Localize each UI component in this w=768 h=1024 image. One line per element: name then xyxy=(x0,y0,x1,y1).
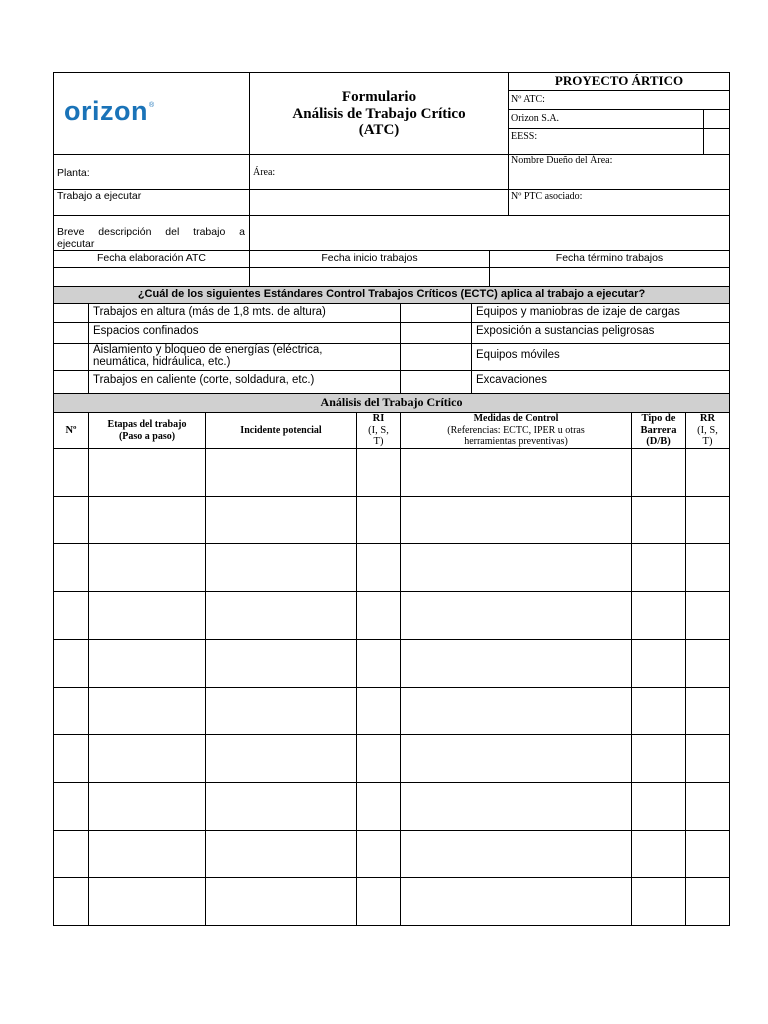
descripcion-input-cell[interactable] xyxy=(249,215,730,251)
analysis-cell-n[interactable] xyxy=(53,448,89,497)
std-check-6[interactable] xyxy=(400,322,472,344)
std-right-label-4: Excavaciones xyxy=(476,374,547,386)
std-check-3[interactable] xyxy=(53,343,89,371)
analysis-cell-incidente[interactable] xyxy=(205,543,357,592)
analysis-cell-medidas[interactable] xyxy=(400,591,632,640)
analysis-cell-barrera[interactable] xyxy=(631,639,686,688)
analysis-cell-incidente[interactable] xyxy=(205,591,357,640)
analysis-cell-barrera[interactable] xyxy=(631,496,686,544)
analysis-cell-medidas[interactable] xyxy=(400,543,632,592)
analysis-title: Análisis del Trabajo Crítico xyxy=(320,395,463,409)
analysis-cell-barrera[interactable] xyxy=(631,543,686,592)
title-line-1: Formulario xyxy=(341,89,417,105)
title-line-2: Análisis de Trabajo Crítico xyxy=(292,105,466,122)
fecha-inicio-input[interactable] xyxy=(249,267,490,287)
area-label: Área: xyxy=(253,167,276,178)
analysis-cell-incidente[interactable] xyxy=(205,496,357,544)
analysis-cell-barrera[interactable] xyxy=(631,877,686,926)
analysis-cell-barrera[interactable] xyxy=(631,782,686,831)
analysis-cell-incidente[interactable] xyxy=(205,734,357,783)
analysis-cell-n[interactable] xyxy=(53,543,89,592)
analysis-cell-incidente[interactable] xyxy=(205,639,357,688)
analysis-cell-barrera[interactable] xyxy=(631,591,686,640)
analysis-cell-rr[interactable] xyxy=(685,877,730,926)
std-left-label-3b: neumática, hidráulica, etc.) xyxy=(93,356,231,368)
analysis-cell-n[interactable] xyxy=(53,496,89,544)
analysis-cell-medidas[interactable] xyxy=(400,782,632,831)
medidas-line-2: (Referencias: ECTC, IPER u otras xyxy=(447,424,585,436)
dueno-area-label: Nombre Dueño del Área: xyxy=(511,155,613,166)
analysis-cell-barrera[interactable] xyxy=(631,734,686,783)
fecha-elaboracion-input[interactable] xyxy=(53,267,250,287)
analysis-cell-medidas[interactable] xyxy=(400,734,632,783)
descripcion-label-line-1: Breve descripción del trabajo a xyxy=(57,226,245,238)
analysis-cell-medidas[interactable] xyxy=(400,639,632,688)
analysis-cell-medidas[interactable] xyxy=(400,687,632,735)
analysis-cell-n[interactable] xyxy=(53,830,89,878)
analysis-cell-medidas[interactable] xyxy=(400,830,632,878)
analysis-cell-rr[interactable] xyxy=(685,448,730,497)
analysis-cell-medidas[interactable] xyxy=(400,496,632,544)
analysis-cell-rr[interactable] xyxy=(685,687,730,735)
analysis-cell-etapas[interactable] xyxy=(88,496,206,544)
analysis-cell-ri[interactable] xyxy=(356,543,401,592)
eess-check-cell[interactable] xyxy=(703,128,730,155)
std-check-8[interactable] xyxy=(400,370,472,394)
col-header-n-label: Nº xyxy=(65,425,77,436)
analysis-cell-ri[interactable] xyxy=(356,877,401,926)
ri-line-3: T) xyxy=(373,436,384,447)
std-check-7[interactable] xyxy=(400,343,472,371)
medidas-line-3: herramientas preventivas) xyxy=(464,436,568,447)
logo-text: orizon xyxy=(64,96,148,126)
analysis-cell-rr[interactable] xyxy=(685,830,730,878)
std-right-label-2: Exposición a sustancias peligrosas xyxy=(476,325,655,337)
analysis-cell-etapas[interactable] xyxy=(88,734,206,783)
eess-cell xyxy=(508,128,704,155)
analysis-cell-barrera[interactable] xyxy=(631,687,686,735)
col-header-medidas-label xyxy=(400,413,632,448)
analysis-cell-barrera[interactable] xyxy=(631,830,686,878)
project-name: PROYECTO ÁRTICO xyxy=(554,73,684,88)
analysis-cell-rr[interactable] xyxy=(685,782,730,831)
std-left-label-1: Trabajos en altura (más de 1,8 mts. de altura) xyxy=(93,306,326,318)
fecha-elaboracion-label: Fecha elaboración ATC xyxy=(97,252,206,264)
analysis-cell-ri[interactable] xyxy=(356,496,401,544)
eess-label: EESS: xyxy=(511,131,538,142)
barrera-line-3: (D/B) xyxy=(646,436,671,447)
analysis-cell-etapas[interactable] xyxy=(88,543,206,592)
analysis-cell-medidas[interactable] xyxy=(400,877,632,926)
descripcion-label-line-2: ejecutar xyxy=(57,238,95,250)
trabajo-input-cell[interactable] xyxy=(249,189,509,216)
analysis-cell-n[interactable] xyxy=(53,591,89,640)
analysis-cell-medidas[interactable] xyxy=(400,448,632,497)
col-header-ri-label xyxy=(356,413,401,448)
etapas-line-1: Etapas del trabajo xyxy=(107,419,187,430)
analysis-cell-n[interactable] xyxy=(53,687,89,735)
analysis-cell-etapas[interactable] xyxy=(88,448,206,497)
planta-label: Planta: xyxy=(57,167,90,179)
analysis-cell-etapas[interactable] xyxy=(88,639,206,688)
analysis-cell-rr[interactable] xyxy=(685,639,730,688)
ectc-question: ¿Cuál de los siguientes Estándares Control Trabajos Críticos (ECTC) aplica al trabajo a ejecutar? xyxy=(137,288,646,300)
analysis-cell-ri[interactable] xyxy=(356,830,401,878)
trabajo-label: Trabajo a ejecutar xyxy=(57,190,142,202)
std-check-4[interactable] xyxy=(53,370,89,394)
analysis-cell-ri[interactable] xyxy=(356,782,401,831)
analysis-cell-rr[interactable] xyxy=(685,591,730,640)
company-label: Orizon S.A. xyxy=(511,113,560,124)
analysis-cell-barrera[interactable] xyxy=(631,448,686,497)
analysis-cell-ri[interactable] xyxy=(356,591,401,640)
analysis-cell-n[interactable] xyxy=(53,877,89,926)
ptc-label: Nº PTC asociado: xyxy=(511,191,583,202)
company-check-cell[interactable] xyxy=(703,109,730,129)
col-header-barrera-label xyxy=(631,413,686,448)
analysis-cell-n[interactable] xyxy=(53,734,89,783)
analysis-cell-incidente[interactable] xyxy=(205,877,357,926)
std-left-label-2: Espacios confinados xyxy=(93,325,199,337)
registered-mark: ® xyxy=(149,102,155,109)
analysis-cell-rr[interactable] xyxy=(685,734,730,783)
analysis-cell-ri[interactable] xyxy=(356,639,401,688)
barrera-line-1: Tipo de xyxy=(641,413,676,424)
std-check-5[interactable] xyxy=(400,303,472,323)
ri-line-1: RI xyxy=(372,413,385,424)
barrera-line-2: Barrera xyxy=(640,424,677,436)
analysis-cell-incidente[interactable] xyxy=(205,782,357,831)
fecha-inicio-label: Fecha inicio trabajos xyxy=(321,252,418,264)
col-header-incidente-label: Incidente potencial xyxy=(240,425,322,436)
col-header-etapas-label xyxy=(88,419,206,442)
std-right-label-1: Equipos y maniobras de izaje de cargas xyxy=(476,306,680,318)
std-check-2[interactable] xyxy=(53,322,89,344)
analysis-cell-n[interactable] xyxy=(53,639,89,688)
analysis-cell-etapas[interactable] xyxy=(88,591,206,640)
medidas-line-1: Medidas de Control xyxy=(473,413,559,424)
std-check-1[interactable] xyxy=(53,303,89,323)
rr-line-2: (I, S, xyxy=(697,424,718,436)
std-left-label-4: Trabajos en caliente (corte, soldadura, etc.) xyxy=(93,374,315,386)
title-line-3: (ATC) xyxy=(358,122,400,138)
analysis-cell-incidente[interactable] xyxy=(205,448,357,497)
col-header-rr-label xyxy=(685,413,730,448)
analysis-cell-rr[interactable] xyxy=(685,543,730,592)
area-cell[interactable] xyxy=(249,154,509,190)
analysis-cell-ri[interactable] xyxy=(356,448,401,497)
analysis-cell-etapas[interactable] xyxy=(88,877,206,926)
orizon-logo xyxy=(64,96,154,127)
std-right-label-3: Equipos móviles xyxy=(476,349,560,361)
etapas-line-2: (Paso a paso) xyxy=(118,430,176,442)
form-title xyxy=(250,89,508,139)
analysis-cell-etapas[interactable] xyxy=(88,830,206,878)
analysis-cell-etapas[interactable] xyxy=(88,782,206,831)
ri-line-2: (I, S, xyxy=(368,424,389,436)
std-left-label-3a: Aislamiento y bloqueo de energías (eléctrica, xyxy=(93,344,323,356)
analysis-cell-incidente[interactable] xyxy=(205,830,357,878)
analysis-cell-ri[interactable] xyxy=(356,687,401,735)
fecha-termino-input[interactable] xyxy=(489,267,730,287)
analysis-cell-incidente[interactable] xyxy=(205,687,357,735)
analysis-cell-rr[interactable] xyxy=(685,496,730,544)
analysis-cell-etapas[interactable] xyxy=(88,687,206,735)
rr-line-1: RR xyxy=(699,413,716,424)
n-atc-label: Nº ATC: xyxy=(511,94,545,105)
rr-line-3: T) xyxy=(702,436,713,447)
fecha-termino-label: Fecha término trabajos xyxy=(555,252,664,264)
analysis-cell-ri[interactable] xyxy=(356,734,401,783)
analysis-cell-n[interactable] xyxy=(53,782,89,831)
